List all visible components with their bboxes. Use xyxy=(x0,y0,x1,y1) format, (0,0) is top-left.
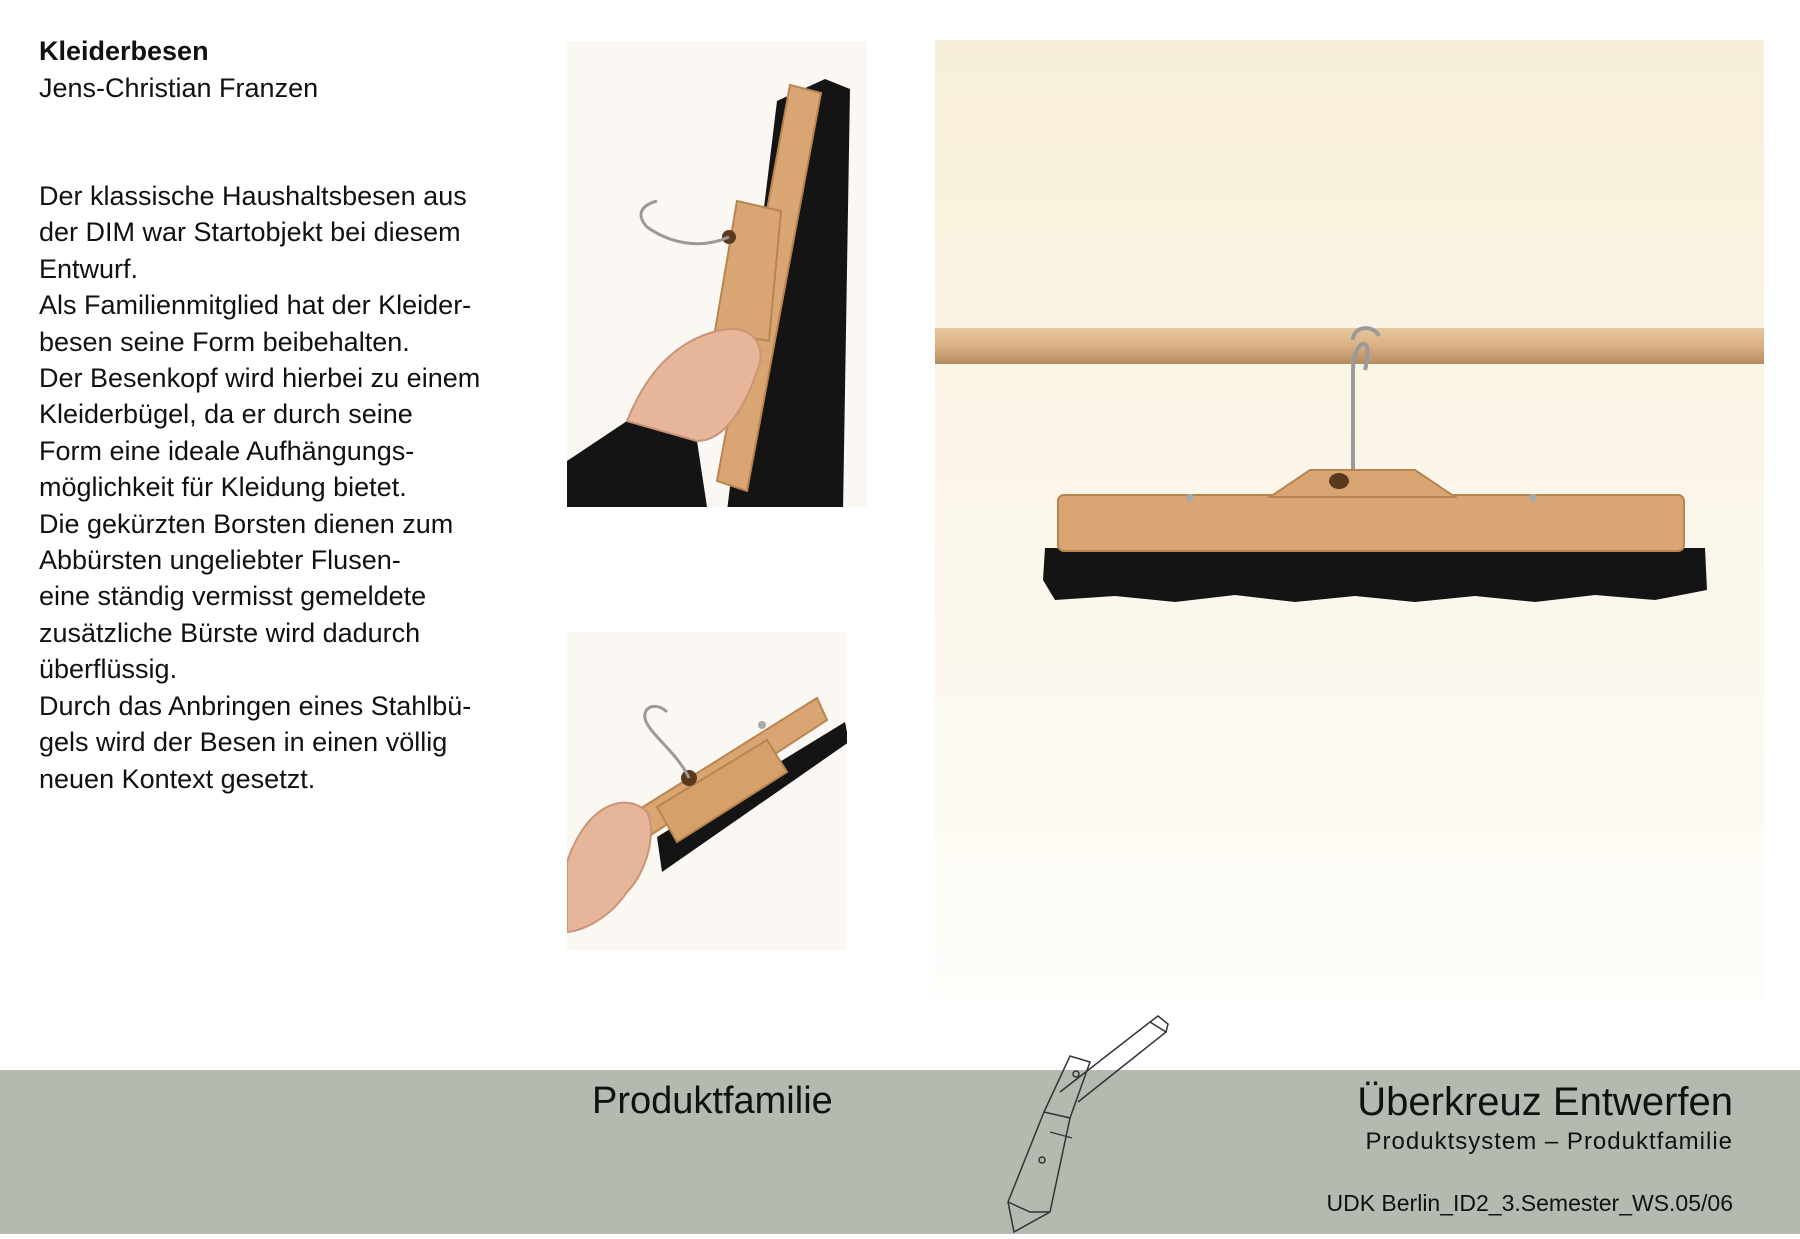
description-line: Abbürsten ungeliebter Flusen- xyxy=(39,545,401,576)
description-line: der DIM war Startobjekt bei diesem xyxy=(39,217,461,248)
description-line: Der klassische Haushaltsbesen aus xyxy=(39,181,467,211)
footer-title: Überkreuz Entwerfen xyxy=(1357,1080,1733,1124)
page-title: Kleiderbesen xyxy=(39,36,209,66)
description-line: besen seine Form beibehalten. xyxy=(39,326,410,357)
description-line: überflüssig. xyxy=(39,654,178,685)
description-line: Durch das Anbringen eines Stahlbü- xyxy=(39,690,472,721)
description-line: Form eine ideale Aufhängungs- xyxy=(39,435,415,466)
description-line: eine ständig vermisst gemeldete xyxy=(39,581,427,612)
description-line: Entwurf. xyxy=(39,253,139,284)
description-line: Kleiderbügel, da er durch seine xyxy=(39,399,413,430)
footer-section-label: Produktfamilie xyxy=(592,1080,833,1122)
description-text xyxy=(39,178,539,797)
description-line: möglichkeit für Kleidung bietet. xyxy=(39,472,407,503)
description-line: Als Familienmitglied hat der Kleider- xyxy=(39,290,472,321)
description-line: Die gekürzten Borsten dienen zum xyxy=(39,508,454,539)
photo-brush-held-diagonal xyxy=(567,632,847,950)
description-line: Der Besenkopf wird hierbei zu einem xyxy=(39,363,481,394)
description-line: neuen Kontext gesetzt. xyxy=(39,763,316,794)
description-line: gels wird der Besen in einen völlig xyxy=(39,727,448,758)
footer-subtitle: Produktsystem – Produktfamilie xyxy=(1365,1128,1733,1155)
photo-brush-held-vertical xyxy=(567,41,867,507)
photo-brush-hanging-on-rod xyxy=(935,40,1764,1000)
description-line: zusätzliche Bürste wird dadurch xyxy=(39,617,421,648)
broom-sketch-icon xyxy=(990,1012,1190,1239)
footer-course-info: UDK Berlin_ID2_3.Semester_WS.05/06 xyxy=(1326,1190,1733,1216)
author-name: Jens-Christian Franzen xyxy=(39,73,319,103)
